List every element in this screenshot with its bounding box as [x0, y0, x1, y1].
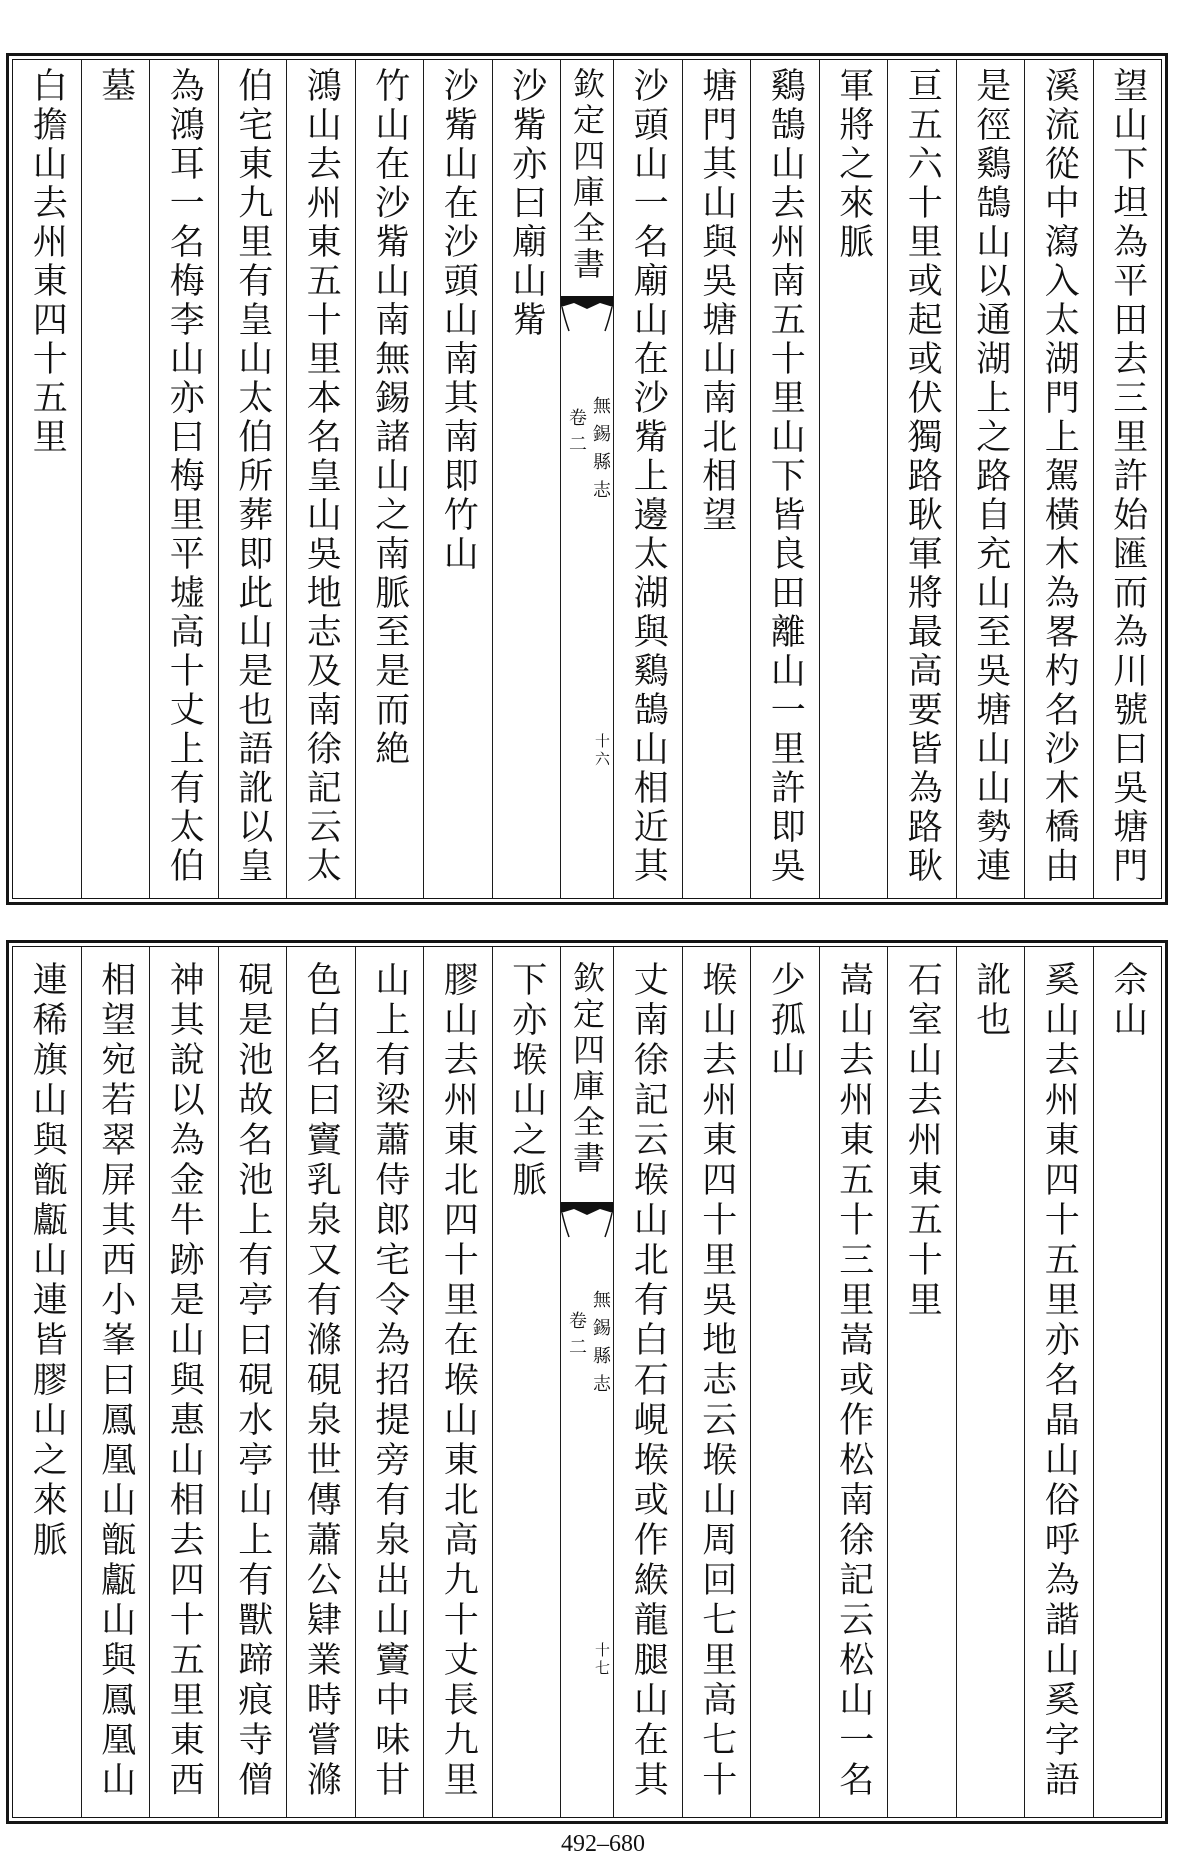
- page-code: 492–680: [561, 1831, 645, 1857]
- column-text: 丈南徐記云堠山北有白石峴堠或作緱龍腿山在其: [628, 961, 669, 1801]
- column-text: 墓: [95, 67, 136, 106]
- column-text: 硯是池故名池上有亭曰硯水亭山上有獸蹄痕寺僧: [232, 961, 273, 1801]
- column-text: 奚山去州東四十五里亦名晶山俗呼為諧山奚字語: [1039, 961, 1080, 1801]
- collection-title: 欽定四庫全書: [568, 67, 606, 283]
- column-text: 是徑鷄鵠山以通湖上之路自充山至吳塘山山勢連: [970, 67, 1011, 886]
- column-text: 佘山: [1107, 961, 1148, 1041]
- text-column: [1093, 947, 1162, 1817]
- text-column: [149, 947, 218, 1817]
- column-text: 溪流從中瀉入太湖門上駕橫木為畧杓名沙木橋由: [1039, 67, 1080, 886]
- text-column: [423, 60, 492, 898]
- column-text: 軍將之來脈: [833, 67, 874, 262]
- volume-label: 卷二: [566, 1311, 587, 1363]
- text-column: [956, 60, 1025, 898]
- text-column: [682, 60, 751, 898]
- column-text: 相望宛若翠屏其西小峯曰鳳凰山甑甗山與鳳凰山: [95, 961, 136, 1801]
- column-text: 色白名曰竇乳泉又有滌硯泉世傳蕭公肄業時嘗滌: [301, 961, 342, 1801]
- collection-title: 欽定四庫全書: [568, 961, 606, 1177]
- column-text: 堠山去州東四十里吳地志云堠山周回七里高七十: [696, 961, 737, 1801]
- text-column: [286, 947, 355, 1817]
- column-text: 少孤山: [765, 961, 806, 1081]
- text-column: [613, 947, 682, 1817]
- text-column: [355, 947, 424, 1817]
- text-column: [13, 947, 81, 1817]
- text-column: [13, 60, 81, 898]
- text-column: [218, 947, 287, 1817]
- text-column: [750, 947, 819, 1817]
- center-fold: [560, 60, 613, 898]
- column-text: 白擔山去州東四十五里: [27, 67, 68, 457]
- text-column: [81, 947, 150, 1817]
- text-column: [887, 947, 956, 1817]
- column-text: 訛也: [970, 961, 1011, 1041]
- column-text: 沙觜亦曰廟山觜: [506, 67, 547, 340]
- center-fold: [560, 947, 613, 1817]
- folio-number: 十七: [593, 1642, 611, 1678]
- text-column: [819, 947, 888, 1817]
- column-text: 膠山去州東北四十里在堠山東北高九十丈長九里: [438, 961, 479, 1801]
- text-column: [492, 60, 561, 898]
- volume-label: 卷二: [566, 408, 587, 460]
- column-text: 神其說以為金牛跡是山與惠山相去四十五里東西: [164, 961, 205, 1801]
- text-column: [149, 60, 218, 898]
- text-column: [1093, 60, 1162, 898]
- text-column: [492, 947, 561, 1817]
- column-text: 連稀旗山與甑甗山連皆膠山之來脈: [27, 961, 68, 1561]
- column-text: 竹山在沙觜山南無錫諸山之南脈至是而絶: [369, 67, 410, 769]
- book-title: 無錫縣志: [590, 1290, 611, 1402]
- column-text: 為鴻耳一名梅李山亦曰梅里平墟高十丈上有太伯: [164, 67, 205, 886]
- text-column: [613, 60, 682, 898]
- column-text: 石室山去州東五十里: [902, 961, 943, 1321]
- text-column: [956, 947, 1025, 1817]
- page-frame: [12, 946, 1162, 1818]
- column-text: 亘五六十里或起或伏獨路耿軍將最高要皆為路耿: [902, 67, 943, 886]
- book-page-upper: [6, 53, 1168, 905]
- column-text: 沙觜山在沙頭山南其南即竹山: [438, 67, 479, 574]
- book-title: 無錫縣志: [590, 396, 611, 508]
- column-text: 伯宅東九里有皇山太伯所葬即此山是也語訛以皇: [232, 67, 273, 886]
- folio-number: 十六: [593, 733, 611, 769]
- text-column: [1024, 947, 1093, 1817]
- column-text: 鷄鵠山去州南五十里山下皆良田離山一里許即吳: [765, 67, 806, 886]
- column-text: 下亦堠山之脈: [506, 961, 547, 1201]
- text-column: [682, 947, 751, 1817]
- fish-tail-mark: [561, 1202, 613, 1238]
- fish-tail-mark: [561, 296, 613, 332]
- text-column: [286, 60, 355, 898]
- text-column: [81, 60, 150, 898]
- text-column: [355, 60, 424, 898]
- text-column: [887, 60, 956, 898]
- text-column: [1024, 60, 1093, 898]
- column-text: 塘門其山與吳塘山南北相望: [696, 67, 737, 535]
- column-text: 望山下坦為平田去三里許始匯而為川號曰吳塘門: [1107, 67, 1148, 886]
- column-text: 沙頭山一名廟山在沙觜上邊太湖與鷄鵠山相近其: [628, 67, 669, 886]
- text-column: [819, 60, 888, 898]
- text-column: [750, 60, 819, 898]
- column-text: 山上有梁蕭侍郎宅令為招提旁有泉出山竇中味甘: [369, 961, 410, 1801]
- text-column: [218, 60, 287, 898]
- column-text: 嵩山去州東五十三里嵩或作松南徐記云松山一名: [833, 961, 874, 1801]
- text-column: [423, 947, 492, 1817]
- book-page-lower: [6, 940, 1168, 1824]
- page-frame: [12, 59, 1162, 899]
- column-text: 鴻山去州東五十里本名皇山吳地志及南徐記云太: [301, 67, 342, 886]
